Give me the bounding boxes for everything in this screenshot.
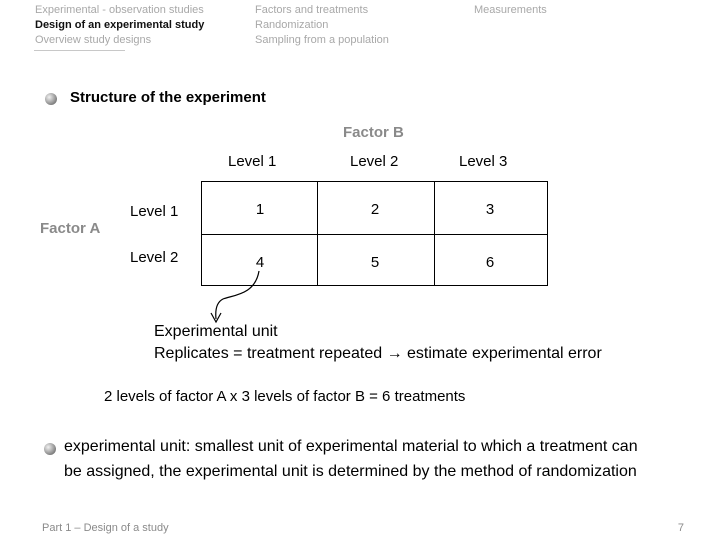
- column-level-3: Level 3: [459, 153, 508, 170]
- curved-arrow-icon: [195, 265, 275, 325]
- treatments-summary: 2 levels of factor A x 3 levels of factor B = 6 treatments: [104, 388, 466, 405]
- nav-item-design-experimental-study[interactable]: Design of an experimental study: [35, 19, 205, 31]
- nav-active-underline: [34, 50, 125, 51]
- definition-line-1: experimental unit: smallest unit of experimental material to which a treatment can: [64, 438, 638, 455]
- nav-item-randomization[interactable]: Randomization: [255, 19, 329, 31]
- grid-cell-6: 6: [485, 254, 495, 271]
- column-level-2: Level 2: [350, 153, 399, 170]
- bullet-icon: [44, 443, 56, 455]
- nav-item-factors-treatments[interactable]: Factors and treatments: [255, 4, 369, 16]
- row-level-1: Level 1: [130, 203, 179, 220]
- header-navigation: [0, 0, 728, 52]
- grid-cell-5: 5: [370, 254, 380, 271]
- section-title: Structure of the experiment: [70, 89, 266, 106]
- grid-cell-2: 2: [370, 201, 380, 218]
- factor-a-label: Factor A: [40, 220, 101, 237]
- definition-line-2: be assigned, the experimental unit is determined by the method of randomization: [64, 463, 637, 480]
- grid-divider: [202, 234, 547, 235]
- replicates-note: Replicates = treatment repeated → estimate experimental error: [154, 345, 602, 362]
- nav-item-overview-study-designs[interactable]: Overview study designs: [35, 34, 152, 46]
- row-level-2: Level 2: [130, 249, 179, 266]
- grid-cell-1: 1: [255, 201, 265, 218]
- bullet-icon: [45, 93, 57, 105]
- nav-item-measurements[interactable]: Measurements: [474, 4, 547, 16]
- factor-b-label: Factor B: [343, 124, 404, 141]
- nav-item-sampling[interactable]: Sampling from a population: [255, 34, 389, 46]
- experimental-unit-label: Experimental unit: [154, 323, 278, 340]
- footer-section-label: Part 1 – Design of a study: [42, 522, 169, 534]
- page-number: 7: [677, 522, 684, 534]
- nav-item-experimental-observation[interactable]: Experimental - observation studies: [35, 4, 204, 16]
- grid-cell-4: 4: [255, 254, 265, 271]
- grid-cell-3: 3: [485, 201, 495, 218]
- column-level-1: Level 1: [228, 153, 277, 170]
